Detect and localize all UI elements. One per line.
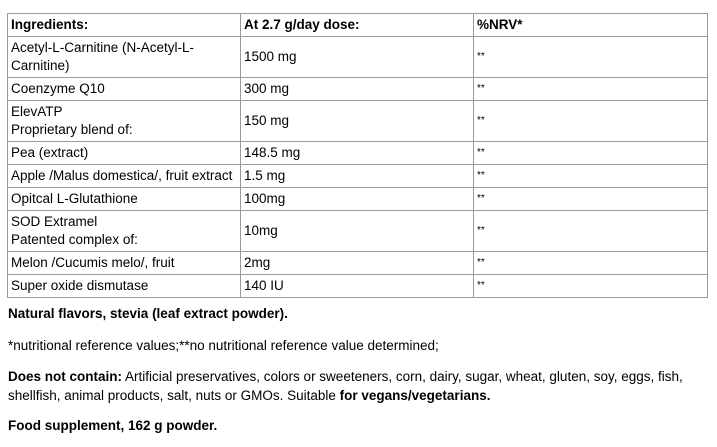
table-header-row	[8, 14, 708, 37]
ingredients-table	[7, 13, 708, 298]
ingredient-nrv: **	[474, 275, 708, 298]
table-row	[8, 188, 708, 211]
ingredient-name-line: SOD Extramel	[11, 214, 98, 229]
ingredient-name-line: Opitcal L-Glutathione	[11, 191, 138, 206]
ingredient-name	[8, 275, 241, 298]
ingredient-name-line: Apple /Malus domestica/, fruit extract	[11, 168, 233, 183]
ingredient-name	[8, 165, 241, 188]
table-row	[8, 101, 708, 142]
ingredient-name	[8, 211, 241, 252]
ingredient-nrv: **	[474, 78, 708, 101]
ingredient-name-line: Super oxide dismutase	[11, 278, 149, 293]
ingredient-name-line: Melon /Cucumis melo/, fruit	[11, 255, 175, 270]
table-row	[8, 252, 708, 275]
ingredient-nrv: **	[474, 165, 708, 188]
ingredient-nrv: **	[474, 37, 708, 78]
table-row	[8, 275, 708, 298]
ingredient-name-line: Patented complex of:	[11, 232, 138, 247]
ingredient-dose: 2mg	[241, 252, 474, 275]
ingredient-name	[8, 252, 241, 275]
ingredient-name	[8, 142, 241, 165]
ingredient-dose: 100mg	[241, 188, 474, 211]
ingredient-nrv: **	[474, 142, 708, 165]
ingredient-dose: 1500 mg	[241, 37, 474, 78]
suitable-for-label: for vegans/vegetarians.	[339, 388, 491, 403]
supplement-note: Food supplement, 162 g powder.	[8, 418, 218, 433]
flavors-note: Natural flavors, stevia (leaf extract powder).	[8, 306, 288, 321]
ingredient-dose: 140 IU	[241, 275, 474, 298]
ingredient-nrv: **	[474, 101, 708, 142]
ingredient-nrv: **	[474, 211, 708, 252]
table-row	[8, 165, 708, 188]
does-not-contain-note	[8, 367, 707, 405]
ingredient-name-line: Acetyl-L-Carnitine (N-Acetyl-L-	[11, 40, 195, 55]
ingredient-name-line: Coenzyme Q10	[11, 81, 105, 96]
header-dose: At 2.7 g/day dose:	[241, 14, 474, 37]
ingredient-name	[8, 37, 241, 78]
ingredient-dose: 150 mg	[241, 101, 474, 142]
table-row	[8, 142, 708, 165]
ingredient-dose: 148.5 mg	[241, 142, 474, 165]
ingredient-name	[8, 188, 241, 211]
table-row	[8, 211, 708, 252]
ingredient-nrv: **	[474, 252, 708, 275]
table-row	[8, 37, 708, 78]
ingredient-dose: 300 mg	[241, 78, 474, 101]
does-not-contain-label: Does not contain:	[8, 369, 122, 384]
ingredient-name	[8, 78, 241, 101]
header-nrv: %NRV*	[474, 14, 708, 37]
ingredient-name-line: Proprietary blend of:	[11, 122, 133, 137]
does-not-contain-text: Artificial preservatives, colors or sweeteners, corn, dairy, sugar, wheat, gluten, soy, eggs, fish, shellfish, animal products, salt, nuts or GMOs. Suitable	[8, 369, 683, 403]
ingredient-name-line: ElevATP	[11, 104, 63, 119]
table-row	[8, 78, 708, 101]
ingredient-dose: 1.5 mg	[241, 165, 474, 188]
nrv-footnote: *nutritional reference values;**no nutritional reference value determined;	[8, 338, 439, 353]
ingredient-name-line: Pea (extract)	[11, 145, 89, 160]
ingredient-name	[8, 101, 241, 142]
ingredient-nrv: **	[474, 188, 708, 211]
ingredient-dose: 10mg	[241, 211, 474, 252]
header-ingredients: Ingredients:	[8, 14, 241, 37]
ingredient-name-line: Carnitine)	[11, 58, 70, 73]
